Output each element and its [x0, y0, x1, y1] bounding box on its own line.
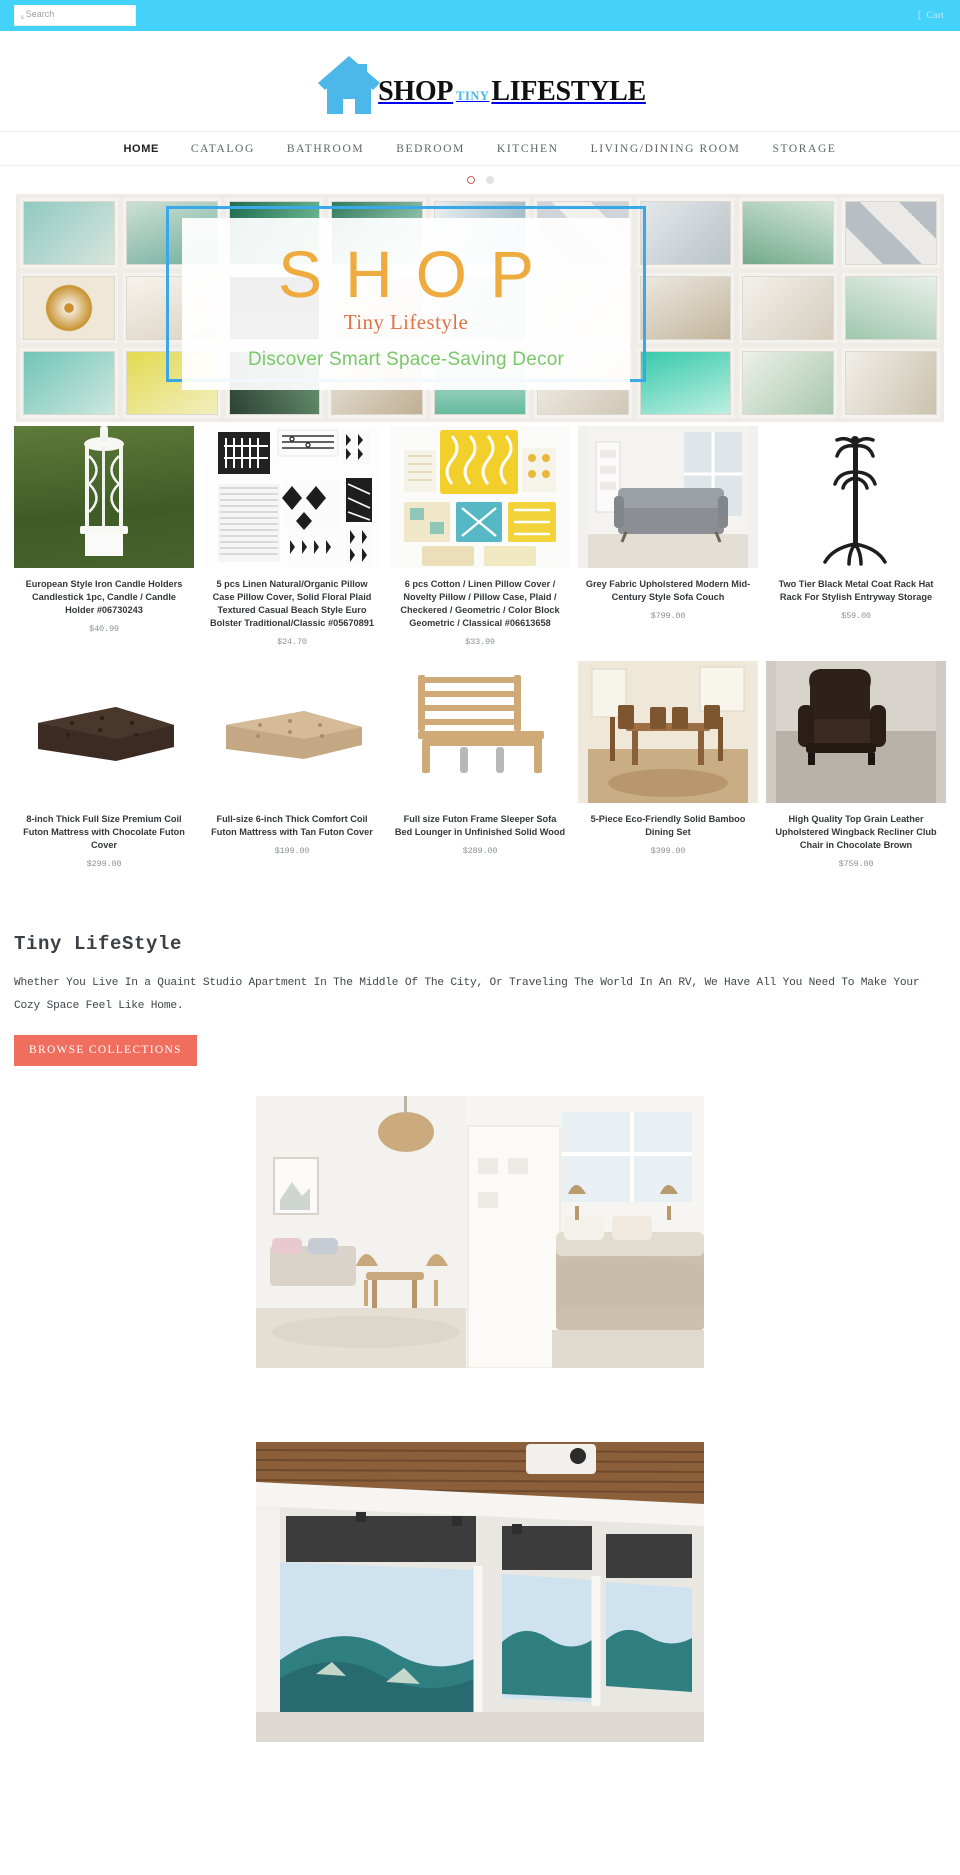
- product-card[interactable]: [202, 661, 382, 869]
- nav-item-catalog[interactable]: CATALOG: [190, 142, 255, 155]
- product-card[interactable]: [390, 426, 570, 647]
- search-icon: s: [21, 12, 24, 21]
- hero-subheadline: Tiny Lifestyle: [343, 309, 469, 334]
- cart-link[interactable]: [918, 10, 944, 21]
- product-image-coat-rack[interactable]: [766, 426, 946, 568]
- product-image-chocolate-futon-mattress[interactable]: [14, 661, 194, 803]
- product-card[interactable]: [390, 661, 570, 869]
- product-title: European Style Iron Candle Holders Candlestick 1pc, Candle / Candle Holder #06730243: [25, 579, 183, 616]
- product-title: 8-inch Thick Full Size Premium Coil Futon Mattress with Chocolate Futon Cover: [23, 814, 185, 851]
- product-title: Full size Futon Frame Sleeper Sofa Bed Lounger in Unfinished Solid Wood: [394, 814, 566, 838]
- search-input[interactable]: [26, 9, 132, 22]
- logo-shop-text: SHOP: [378, 76, 454, 107]
- product-image-grey-sofa[interactable]: [578, 426, 758, 568]
- site-logo[interactable]: [314, 52, 646, 110]
- hero-banner[interactable]: [16, 194, 944, 422]
- product-price: $24.70: [277, 637, 307, 648]
- nav-item-storage[interactable]: STORAGE: [772, 142, 837, 155]
- cart-icon: [: [917, 9, 922, 21]
- logo-lifestyle-text: LIFESTYLE: [491, 76, 646, 107]
- lifestyle-photo-studio-apartment: [256, 1096, 704, 1368]
- product-price: $759.00: [838, 859, 874, 870]
- house-icon: [314, 52, 384, 114]
- product-title: 6 pcs Cotton / Linen Pillow Cover / Novelty Pillow / Pillow Case, Plaid / Checkered / Geometric / Color Block Geometric / Classical #06613658: [400, 579, 560, 629]
- hero-content-card: [182, 218, 630, 390]
- about-heading: Tiny LifeStyle: [14, 933, 183, 956]
- browse-collections-button[interactable]: BROWSE COLLECTIONS: [14, 1035, 197, 1066]
- product-price: $299.00: [86, 859, 122, 870]
- product-price: $199.00: [274, 846, 310, 857]
- top-utility-bar: [0, 0, 960, 31]
- logo-wordmark: [378, 76, 646, 108]
- product-price: $33.99: [465, 637, 495, 648]
- product-title: Grey Fabric Upholstered Modern Mid-Century Style Sofa Couch: [585, 579, 751, 603]
- nav-item-living-dining-room[interactable]: LIVING/DINING ROOM: [590, 142, 741, 155]
- about-section: [14, 933, 946, 1066]
- carousel-dot-1[interactable]: [467, 176, 475, 184]
- product-image-wood-futon-frame[interactable]: [390, 661, 570, 803]
- nav-item-bathroom[interactable]: BATHROOM: [286, 142, 365, 155]
- hero-headline: SHOP: [277, 237, 558, 312]
- lifestyle-photo-camper-van-interior: [256, 1442, 704, 1742]
- carousel-pagination: [0, 166, 960, 194]
- product-image-tan-futon-mattress[interactable]: [202, 661, 382, 803]
- product-title: High Quality Top Grain Leather Upholstered Wingback Recliner Club Chair in Chocolate Brown: [775, 814, 937, 851]
- product-title: 5-Piece Eco-Friendly Solid Bamboo Dining Set: [590, 814, 746, 838]
- nav-item-bedroom[interactable]: BEDROOM: [396, 142, 465, 155]
- hero-tagline: Discover Smart Space-Saving Decor: [248, 348, 564, 370]
- product-image-bamboo-dining-set[interactable]: [578, 661, 758, 803]
- main-navigation: [0, 131, 960, 166]
- product-image-yellow-pillow-covers[interactable]: [390, 426, 570, 568]
- product-card[interactable]: [202, 426, 382, 647]
- product-title: Full-size 6-inch Thick Comfort Coil Futon Mattress with Tan Futon Cover: [211, 814, 373, 838]
- site-header: [0, 31, 960, 131]
- about-body: Whether You Live In a Quaint Studio Apartment In The Middle Of The City, Or Traveling The World In An RV, We Have All You Need To Make Your Cozy Space Feel Like Home.: [14, 977, 920, 1012]
- product-title: Two Tier Black Metal Coat Rack Hat Rack For Stylish Entryway Storage: [778, 579, 934, 603]
- product-price: $399.00: [650, 846, 686, 857]
- product-image-bw-pillow-covers[interactable]: [202, 426, 382, 568]
- product-title: 5 pcs Linen Natural/Organic Pillow Case Pillow Cover, Solid Floral Plaid Textured Casual Beach Style Euro Bolster Traditional/Classic #05670891: [210, 579, 374, 629]
- product-price: $799.00: [650, 611, 686, 622]
- product-card[interactable]: [766, 661, 946, 869]
- product-image-leather-recliner[interactable]: [766, 661, 946, 803]
- product-price: $59.00: [841, 611, 871, 622]
- product-grid-row-1: [14, 426, 946, 647]
- product-image-candle-lantern[interactable]: [14, 426, 194, 568]
- product-price: $40.99: [89, 624, 119, 635]
- product-card[interactable]: [14, 426, 194, 647]
- nav-item-kitchen[interactable]: KITCHEN: [496, 142, 559, 155]
- nav-item-home[interactable]: HOME: [123, 142, 159, 155]
- logo-tiny-text: TINY: [456, 89, 490, 103]
- product-grid-row-2: [14, 661, 946, 869]
- product-card[interactable]: [578, 426, 758, 647]
- product-card[interactable]: [766, 426, 946, 647]
- product-card[interactable]: [14, 661, 194, 869]
- product-card[interactable]: [578, 661, 758, 869]
- cart-label: Cart: [926, 10, 944, 21]
- carousel-dot-2[interactable]: [486, 176, 494, 184]
- search-box[interactable]: [14, 5, 136, 26]
- product-price: $289.00: [462, 846, 498, 857]
